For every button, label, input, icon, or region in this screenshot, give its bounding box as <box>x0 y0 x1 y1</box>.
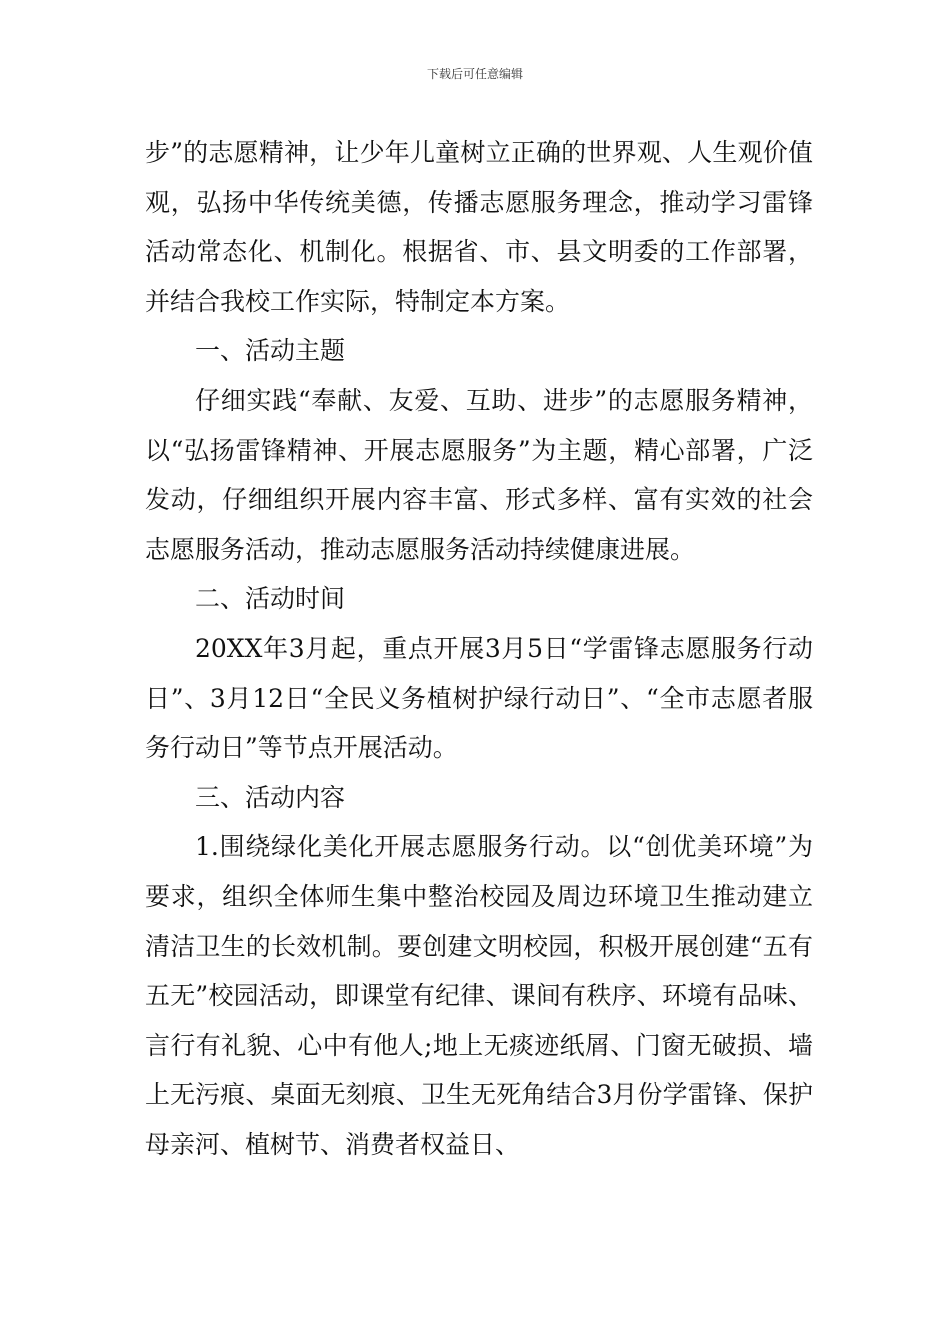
paragraph-theme: 仔细实践“奉献、友爱、互助、进步”的志愿服务精神，以“弘扬雷锋精神、开展志愿服务”为主题，精心部署，广泛发动，仔细组织开展内容丰富、形式多样、富有实效的社会志愿服务活动，推动志愿服务活动持续健康进展。 <box>145 385 813 564</box>
section-heading-content: 三、活动内容 <box>195 782 346 812</box>
paragraph-time: 20XX年3月起，重点开展3月5日“学雷锋志愿服务行动日”、3月12日“全民义务植树护绿行动日”、“全市志愿者服务行动日”等节点开展活动。 <box>145 633 813 763</box>
paragraph-content-item-1: 1.围绕绿化美化开展志愿服务行动。以“创优美环境”为要求，组织全体师生集中整治校园及周边环境卫生推动建立清洁卫生的长效机制。要创建文明校园，积极开展创建“五有五无”校园活动，即课堂有纪律、课间有秩序、环境有品味、言行有礼貌、心中有他人;地上无痰迹纸屑、门窗无破损、墙上无污痕、桌面无刻痕、卫生无死角结合3月份学雷锋、保护母亲河、植树节、消费者权益日、 <box>145 832 813 1159</box>
page-header-note: 下载后可任意编辑 <box>426 67 523 81</box>
section-heading-time: 二、活动时间 <box>195 584 346 614</box>
paragraph-intro-continued: 步”的志愿精神，让少年儿童树立正确的世界观、人生观价值观，弘扬中华传统美德，传播志愿服务理念，推动学习雷锋活动常态化、机制化。根据省、市、县文明委的工作部署，并结合我校工作实际，特制定本方案。 <box>145 138 813 316</box>
document-body <box>145 128 813 1169</box>
section-heading-theme: 一、活动主题 <box>195 336 346 366</box>
